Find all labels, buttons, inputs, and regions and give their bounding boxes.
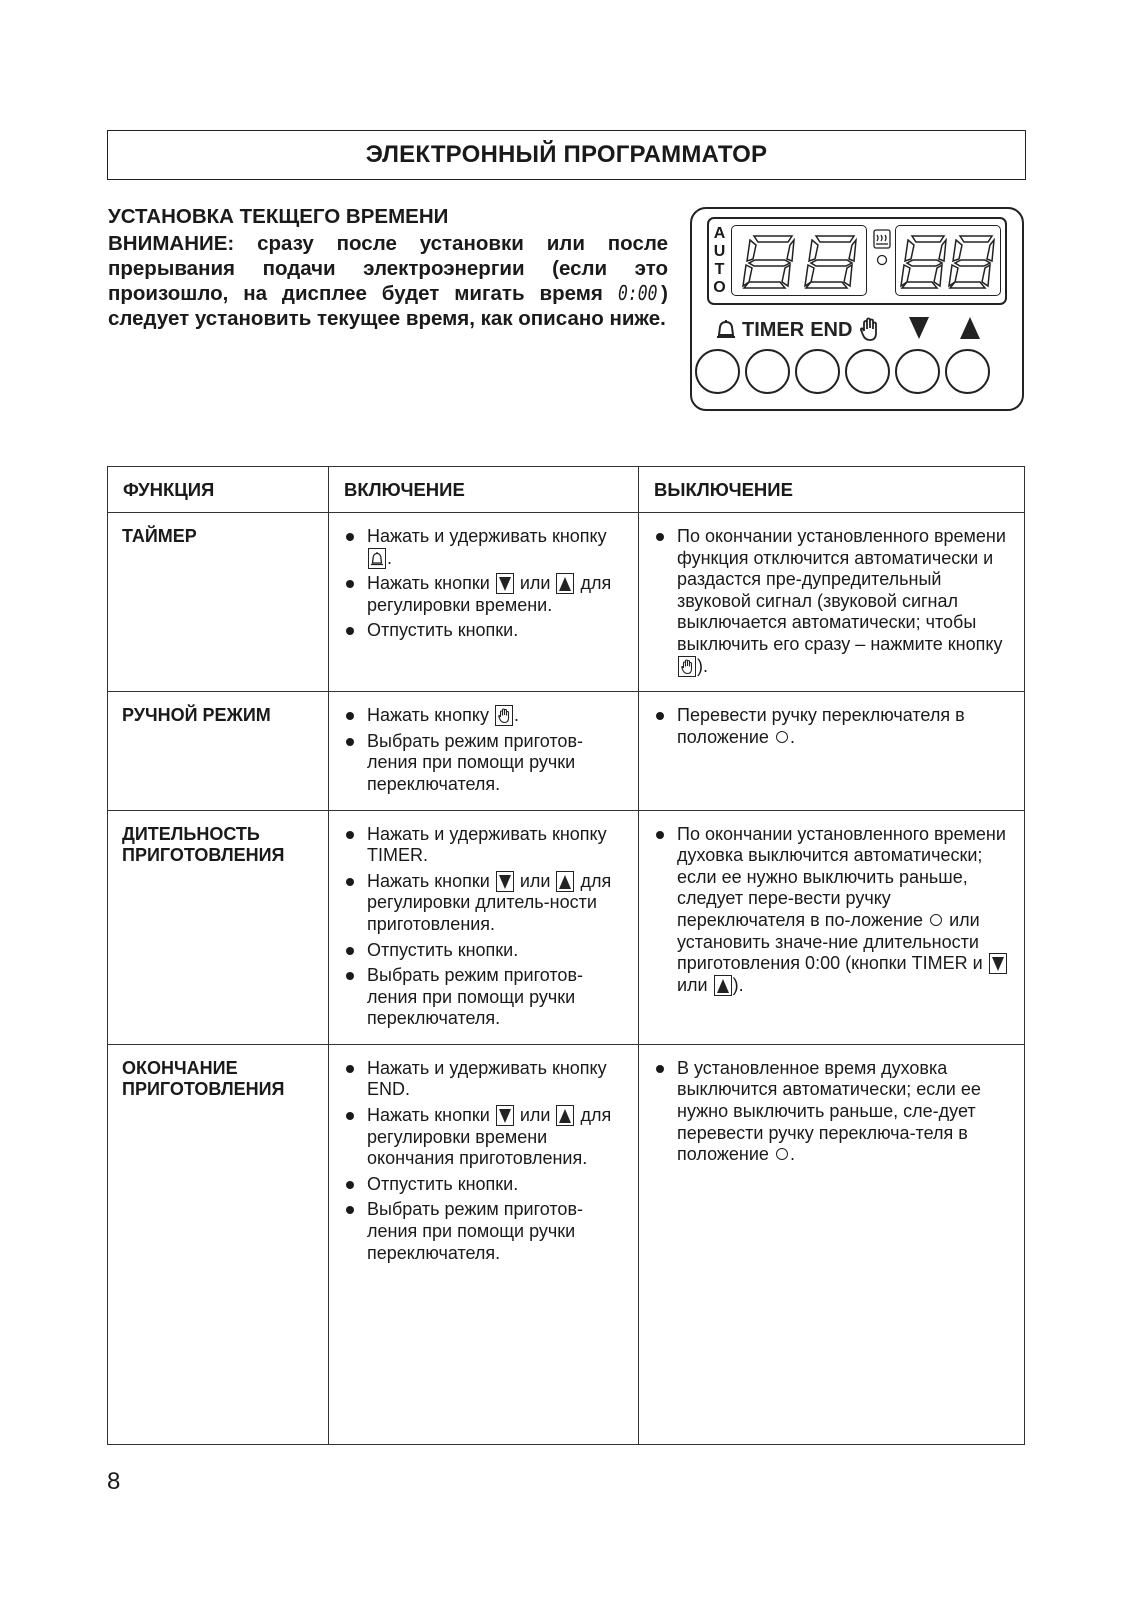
auto-indicator xyxy=(713,225,726,297)
panel-button-6 xyxy=(945,349,990,394)
table-row xyxy=(108,1044,1025,1444)
off-cell xyxy=(639,810,1025,1044)
off-cell xyxy=(639,513,1025,692)
intro-section xyxy=(108,205,668,331)
list-item: Отпустить кнопки. xyxy=(343,1174,624,1196)
page-number: 8 xyxy=(107,1468,121,1495)
list-item: Нажать кнопку . xyxy=(343,705,624,727)
list-item: Нажать и удерживать кнопку TIMER. xyxy=(343,824,624,867)
auto-letter: T xyxy=(714,261,725,278)
arrow-down-key-icon xyxy=(989,953,1007,974)
timer-label: TIMER xyxy=(742,318,805,341)
on-cell xyxy=(329,513,639,692)
control-panel-illustration xyxy=(690,207,1024,411)
list-item: Нажать кнопки или для регулировки времени. xyxy=(343,573,624,616)
bell-icon xyxy=(714,318,738,342)
arrow-up-key-icon xyxy=(556,573,574,594)
hand-icon xyxy=(858,317,882,343)
display xyxy=(707,217,1007,305)
panel-button-3 xyxy=(795,349,840,394)
off-cell xyxy=(639,692,1025,810)
indicator-column xyxy=(871,229,893,289)
arrow-up-icon xyxy=(958,315,982,341)
function-name: ОКОНЧАНИЕ ПРИГОТОВЛЕНИЯ xyxy=(108,1044,329,1444)
page-title: ЭЛЕКТРОННЫЙ ПРОГРАММАТОР xyxy=(107,130,1026,180)
on-cell xyxy=(329,692,639,810)
blink-time: 0:00 xyxy=(617,281,658,305)
arrow-up-key-icon xyxy=(556,871,574,892)
list-item: Нажать кнопки или для регулировки времени окончания приготовления. xyxy=(343,1105,624,1170)
arrow-down-icon xyxy=(907,315,931,341)
list-item: По окончании установленного времени функция отключится автоматически и раздастся пре-дупредительный звуковой сигнал (звуковой сигнал выключается автоматически; чтобы выключить его сразу – нажмите кнопку ). xyxy=(653,526,1010,677)
panel-button-4 xyxy=(845,349,890,394)
warning-text: ВНИМАНИЕ: сразу после установки или после прерывания подачи электроэнергии (если это произошло, на дисплее будет мигать время 0:00 ) следует установить текущее время, как описано ниже. xyxy=(108,232,668,330)
hand-key-icon xyxy=(678,656,696,677)
off-position-icon xyxy=(776,731,788,743)
list-item: Выбрать режим приготов-ления при помощи ручки переключателя. xyxy=(343,965,624,1030)
list-item: Выбрать режим приготов-ления при помощи ручки переключателя. xyxy=(343,1199,624,1264)
list-item: Отпустить кнопки. xyxy=(343,620,624,642)
panel-button-1 xyxy=(695,349,740,394)
arrow-up-key-icon xyxy=(556,1105,574,1126)
arrow-down-key-icon xyxy=(496,871,514,892)
function-table xyxy=(107,466,1025,1445)
list-item: Перевести ручку переключателя в положение . xyxy=(653,705,1010,748)
on-cell xyxy=(329,1044,639,1444)
list-item: Отпустить кнопки. xyxy=(343,940,624,962)
off-position-icon xyxy=(776,1148,788,1160)
list-item: Нажать и удерживать кнопку END. xyxy=(343,1058,624,1101)
cooking-indicator-icon xyxy=(871,229,893,289)
arrow-down-key-icon xyxy=(496,1105,514,1126)
auto-letter: O xyxy=(713,279,726,296)
auto-letter: A xyxy=(713,225,726,242)
function-name: РУЧНОЙ РЕЖИМ xyxy=(108,692,329,810)
header-function: ФУНКЦИЯ xyxy=(108,467,329,513)
table-header-row xyxy=(108,467,1025,513)
list-item: Нажать кнопки или для регулировки длитель-ности приготовления. xyxy=(343,871,624,936)
table-row xyxy=(108,692,1025,810)
on-cell xyxy=(329,810,639,1044)
arrow-down-key-icon xyxy=(496,573,514,594)
list-item: Нажать и удерживать кнопку . xyxy=(343,526,624,569)
bell-key-icon xyxy=(368,548,386,569)
list-item: Выбрать режим приготов-ления при помощи ручки переключателя. xyxy=(343,731,624,796)
hour-digits xyxy=(731,225,867,296)
off-cell xyxy=(639,1044,1025,1444)
header-on: ВКЛЮЧЕНИЕ xyxy=(329,467,639,513)
list-item: По окончании установленного времени духовка выключится автоматически; если ее нужно выключить раньше, следует пере-вести ручку переключателя в по-ложение или установить значе-ние длительности приготовления 0:00 (кнопки TIMER и или ). xyxy=(653,824,1010,997)
hour-segments-icon xyxy=(732,226,868,297)
end-label: END xyxy=(810,318,853,341)
off-position-icon xyxy=(930,914,942,926)
auto-letter: U xyxy=(713,243,726,260)
panel-button-2 xyxy=(745,349,790,394)
list-item: В установленное время духовка выключится автоматически; если ее нужно выключить раньше, сле-дует перевести ручку переключа-теля в положение . xyxy=(653,1058,1010,1166)
section-heading: УСТАНОВКА ТЕКЩЕГО ВРЕМЕНИ xyxy=(108,205,449,228)
table-row xyxy=(108,513,1025,692)
bell-label xyxy=(714,317,882,343)
header-off: ВЫКЛЮЧЕНИЕ xyxy=(639,467,1025,513)
panel-button-5 xyxy=(895,349,940,394)
arrow-up-key-icon xyxy=(714,975,732,996)
hand-key-icon xyxy=(495,705,513,726)
minute-segments-icon xyxy=(896,226,1002,297)
panel-labels xyxy=(714,313,1004,347)
function-name: ДИТЕЛЬНОСТЬ ПРИГОТОВЛЕНИЯ xyxy=(108,810,329,1044)
table-row xyxy=(108,810,1025,1044)
minute-digits xyxy=(895,225,1001,296)
function-name: ТАЙМЕР xyxy=(108,513,329,692)
